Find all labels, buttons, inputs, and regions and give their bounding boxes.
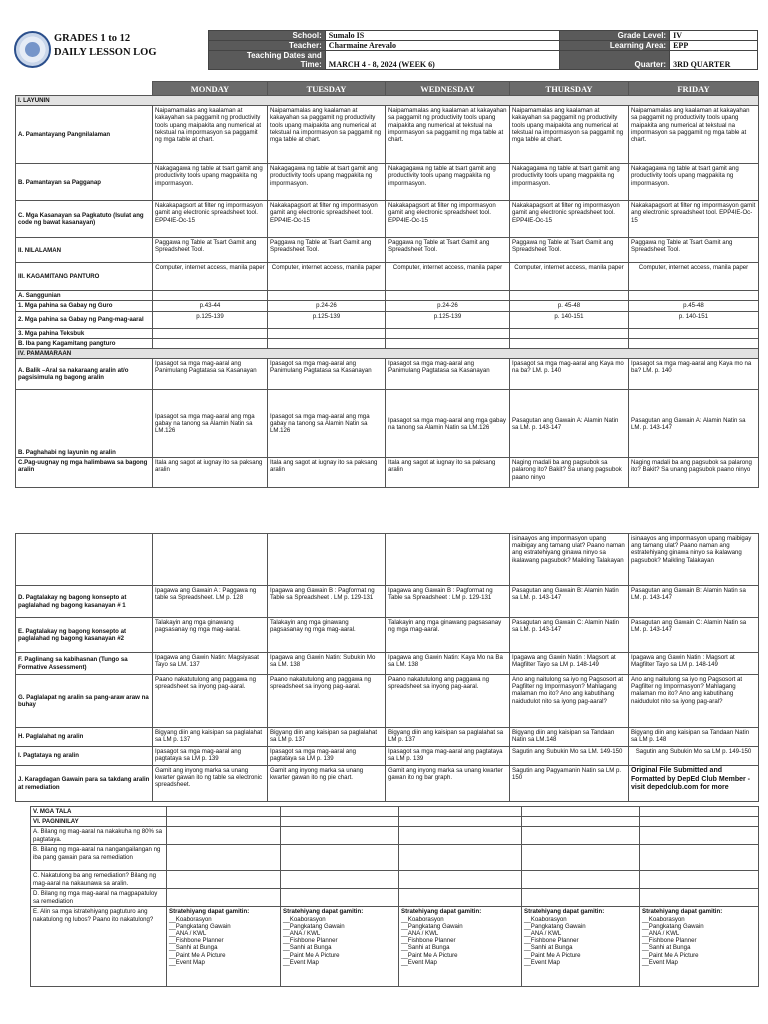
table-cell: [386, 291, 510, 301]
table-row: [31, 889, 759, 907]
row-label: III. KAGAMITANG PANTURO: [16, 263, 153, 291]
table-cell: [522, 817, 640, 827]
reflection-grid: [30, 806, 759, 987]
table-cell: [268, 534, 386, 586]
table-cell: [167, 889, 281, 907]
strategy-cell: [399, 907, 522, 987]
table-row: [16, 338, 759, 348]
strategy-item: __Event Map: [524, 958, 560, 966]
row-label: F. Paglinang sa kabihasnan (Tungo sa Formative Assessment): [16, 653, 153, 675]
table-row: [31, 817, 759, 827]
table-cell: [510, 328, 629, 338]
strategy-cell: [281, 907, 399, 987]
table-cell: [640, 871, 759, 889]
strategy-title: Stratehiyang dapat gamitin:: [524, 908, 605, 916]
strategy-item: __Fishbone Planner: [524, 937, 579, 945]
section-layunin: [16, 96, 759, 106]
document-title: [54, 32, 157, 60]
table-cell: [268, 291, 386, 301]
table-cell: [386, 338, 510, 348]
teacher-value: Charmaine Arevalo: [325, 41, 559, 51]
table-row: [16, 675, 759, 728]
strategy-title: Stratehiyang dapat gamitin:: [401, 908, 482, 916]
table-cell: p. 45-48: [510, 301, 629, 311]
table-cell: Naging madali ba ang pagsubok sa palarong ito? Bakit? Sa unang pagsubok paano ninyo: [629, 458, 759, 488]
strategy-item: __Fishbone Planner: [283, 937, 338, 945]
strategy-item: __Koaborasyon: [169, 915, 212, 923]
table-row: [31, 807, 759, 817]
header-info-table: [208, 30, 758, 70]
strategy-item: __Paint Me A Picture: [401, 951, 458, 959]
quarter-value: 3RD QUARTER: [670, 51, 758, 70]
row-label: 3. Mga pahina Teksbuk: [16, 328, 153, 338]
day-friday: FRIDAY: [629, 82, 759, 96]
table-cell: p.24-26: [268, 301, 386, 311]
table-row: [31, 845, 759, 871]
table-cell: [640, 807, 759, 817]
table-cell: p.125-139: [268, 311, 386, 328]
table-row: [16, 201, 759, 238]
table-cell: p. 140-151: [629, 311, 759, 328]
table-cell: Computer, internet access, manila paper: [629, 263, 759, 291]
table-row: [16, 359, 759, 390]
table-cell: Paano nakatutulong ang paggawa ng spreadsheet sa inyong pag-aaral.: [268, 675, 386, 728]
table-cell: Sagutin ang Subukin Mo sa LM. 149-150: [510, 747, 629, 766]
table-cell: Gamit ang inyong marka sa unang kwarter gawan ito ng table sa electronic spreadsheet.: [153, 766, 268, 802]
deped-seal-icon: [14, 31, 51, 68]
table-cell: Gamit ang inyong marka sa unang kwarter gawan ito ng bar graph.: [386, 766, 510, 802]
strategy-item: __ANA / KWL: [169, 930, 207, 938]
day-header-row: [16, 82, 759, 96]
table-cell: [167, 871, 281, 889]
table-cell: Ipasagot sa mga mag-aaral ang Kaya mo na ba? LM. p. 140: [629, 359, 759, 390]
table-cell: [629, 328, 759, 338]
strategy-item: __Paint Me A Picture: [642, 951, 699, 959]
table-cell: Pasagutan ang Gawain B: Alamin Natin sa LM. p. 143-147: [629, 586, 759, 618]
table-cell: Itala ang sagot at iugnay ito sa paksang aralin: [153, 458, 268, 488]
table-cell: Naipamamalas ang kaalaman at kakayahan sa paggamit ng productivity tools upang maipakita ang numerical at tekstual na impormasyon sa paggamit ng mga table at chart.: [629, 106, 759, 164]
dates-label-line-1: Teaching Dates and: [246, 51, 322, 60]
table-row: [16, 238, 759, 263]
table-cell: [268, 338, 386, 348]
table-cell: Bigyang diin ang kaisipan sa paglalahat sa LM p. 137: [268, 728, 386, 747]
dll-header: [14, 30, 758, 70]
table-cell: [522, 845, 640, 871]
table-cell: Sagutin ang Subukin Mo sa LM p. 149-150: [629, 747, 759, 766]
table-cell: [522, 889, 640, 907]
table-cell: Naipamamalas ang kaalaman at kakayahan sa paggamit ng productivity tools upang maipakita ang numerical at tekstual na impormasyon sa paggamit ng mga table at chart.: [153, 106, 268, 164]
table-cell: Nakagagawa ng table at tsart gamit ang productivity tools upang magpakita ng impormasyon.: [268, 164, 386, 201]
quarter-label: Quarter:: [560, 51, 670, 70]
table-row: [16, 586, 759, 618]
table-cell: Bigyang diin ang kaisipan sa Tandaan Natin sa LM p. 148: [629, 728, 759, 747]
table-cell: [281, 827, 399, 845]
table-cell: Ipasagot sa mga mag-aaral ang mga gabay na tanong sa Alamin Natin sa LM.126: [386, 390, 510, 458]
strategy-item: __Paint Me A Picture: [283, 951, 340, 959]
table-cell: Ipagawa ang Gawain A : Paggawa ng table sa Spreadsheet. LM p. 128: [153, 586, 268, 618]
table-row: [16, 311, 759, 328]
table-cell: Naging madali ba ang pagsubok sa palarong ito? Bakit? Sa unang pagsubok paano ninyo: [510, 458, 629, 488]
strategy-item: __Koaborasyon: [401, 915, 444, 923]
table-cell: [386, 328, 510, 338]
table-cell: [640, 889, 759, 907]
table-cell: Pasagutan ang Gawain C: Alamin Natin sa LM. p. 143-147: [510, 618, 629, 653]
table-cell: Ipagawa ang Gawin Natin : Magsort at Magfilter Tayo sa LM p. 148-149: [629, 653, 759, 675]
row-label: B. Pamantayan sa Pagganap: [16, 164, 153, 201]
table-cell: [153, 534, 268, 586]
table-cell: Gamit ang inyong marka sa unang kwarter gawan ito ng pie chart.: [268, 766, 386, 802]
table-cell: Paggawa ng Table at Tsart Gamit ang Spreadsheet Tool.: [268, 238, 386, 263]
table-cell: Naipamamalas ang kaalaman at kakayahan sa paggamit ng productivity tools upang maipakita ang numerical at tekstual na impormasyon sa paggamit ng mga table at chart.: [268, 106, 386, 164]
table-row: [16, 328, 759, 338]
table-cell: Ipasagot sa mga mag-aaral ang Panimulang Pagtatasa sa Kasanayan: [153, 359, 268, 390]
day-thursday: THURSDAY: [510, 82, 629, 96]
strategy-item: __Pangkatang Gawain: [283, 922, 345, 930]
table-cell: [167, 827, 281, 845]
table-cell: isinaayos ang impormasyon upang maibigay ang tamang ulat? Paano naman ang estratehiyang ginawa ninyo sa ikalawang pagsubok? Maikling Talakayan: [510, 534, 629, 586]
table-cell: Paggawa ng Table at Tsart Gamit ang Spreadsheet Tool.: [510, 238, 629, 263]
strategy-item: __Pangkatang Gawain: [524, 922, 586, 930]
table-cell: Nakagagawa ng table at tsart gamit ang productivity tools upang magpakita ng impormasyon.: [629, 164, 759, 201]
row-label: B. Iba pang Kagamitang pangturo: [16, 338, 153, 348]
table-cell: Pasagutan ang Gawain A: Alamin Natin sa LM. p. 143-147: [629, 390, 759, 458]
table-cell: Ipagawa ang Gawain B : Pagformat ng Table sa Spreadsheet . LM p. 129-131: [268, 586, 386, 618]
table-cell: Paggawa ng Table at Tsart Gamit ang Spreadsheet Tool.: [386, 238, 510, 263]
table-cell: [281, 807, 399, 817]
table-cell: Talakayin ang mga ginawang pagsasanay ng mga mag-aaral.: [268, 618, 386, 653]
table-cell: [167, 817, 281, 827]
table-cell: Pasagutan ang Gawain B: Alamin Natin sa LM. p. 143-147: [510, 586, 629, 618]
table-cell: Ano ang naitulong sa iyo ng Pagsosort at Pagfilter ng Impormasyon? Mahlagang malaman mo ito? Ano ang kabutihang naidudulot nito sa iyong pag-aral?: [629, 675, 759, 728]
table-cell: [167, 807, 281, 817]
strategy-item: __Koaborasyon: [524, 915, 567, 923]
row-label: B. Paghahabi ng layunin ng aralin: [16, 390, 153, 458]
strategy-item: __Paint Me A Picture: [169, 951, 226, 959]
blank-corner: [16, 82, 153, 96]
table-row: [16, 458, 759, 488]
table-row: [16, 390, 759, 458]
section-pamamaraan: [16, 349, 759, 359]
table-cell: p.125-139: [153, 311, 268, 328]
table-cell: Ipasagot sa mga mag-aaral ang mga gabay na tanong sa Alamin Natin sa LM.126: [268, 390, 386, 458]
row-label: [16, 534, 153, 586]
table-cell: [640, 845, 759, 871]
table-cell: Paggawa ng Table at Tsart Gamit ang Spreadsheet Tool.: [629, 238, 759, 263]
table-cell: Nakakapagsort at filter ng impormasyon gamit ang electronic spreadsheet tool. EPP4IE-Oc-15: [153, 201, 268, 238]
table-cell: Bigyang diin ang kaisipan sa paglalahat sa LM p. 137: [153, 728, 268, 747]
strategy-item: __Sanhi at Bunga: [169, 944, 218, 952]
strategy-item: __Pangkatang Gawain: [401, 922, 463, 930]
row-label: H. Paglalahat ng aralin: [16, 728, 153, 747]
table-cell: Computer, internet access, manila paper: [510, 263, 629, 291]
table-cell: Ipasagot sa mga mag-aaral ang Panimulang Pagtatasa sa Kasanayan: [268, 359, 386, 390]
grade-label: Grade Level:: [560, 31, 670, 41]
row-label: II. NILALAMAN: [16, 238, 153, 263]
table-cell: [522, 871, 640, 889]
table-cell: [399, 871, 522, 889]
table-cell: Computer, internet access, manila paper: [268, 263, 386, 291]
table-cell: Nakagagawa ng table at tsart gamit ang productivity tools upang magpakita ng impormasyon.: [510, 164, 629, 201]
section-heading: IV. PAMAMARAAN: [16, 349, 759, 359]
table-cell: Naipamamalas ang kaalaman at kakayahan sa paggamit ng productivity tools upang maipakita ang numerical at tekstual na impormasyon sa paggamit ng mga table at chart.: [386, 106, 510, 164]
table-cell: Bigyang diin ang kaisipan sa paglalahat sa LM p. 137: [386, 728, 510, 747]
table-cell: Ipasagot sa mga mag-aaral ang mga gabay na tanong sa Alamin Natin sa LM.126: [153, 390, 268, 458]
row-label: I. Pagtataya ng aralin: [16, 747, 153, 766]
table-cell: Paano nakatutulong ang paggawa ng spreadsheet sa inyong pag-aaral.: [153, 675, 268, 728]
table-row: [16, 291, 759, 301]
teacher-label: Teacher:: [209, 41, 326, 51]
table-cell: Ipagawa ang Gawin Natin : Magsort at Magfilter Tayo sa LM p. 148-149: [510, 653, 629, 675]
table-cell: [399, 827, 522, 845]
lesson-grid-page-2: [15, 533, 759, 802]
row-label: E. Alin sa mga istratehiyang pagtuturo ang nakatulong ng lubos? Paano ito nakatulong?: [31, 907, 167, 987]
row-label: E. Pagtalakay ng bagong konsepto at paglalahad ng bagong kasanayan #2: [16, 618, 153, 653]
strategy-item: __Event Map: [169, 958, 205, 966]
row-label: A. Balik –Aral sa nakaraang aralin at/o pagsisimula ng bagong aralin: [16, 359, 153, 390]
row-label: C.Pag-uugnay ng mga halimbawa sa bagong aralin: [16, 458, 153, 488]
table-cell: Ipasagot sa mga mag-aaral ang pagtataya sa LM p. 139: [153, 747, 268, 766]
table-cell: [510, 291, 629, 301]
table-cell: [399, 807, 522, 817]
table-row: [16, 534, 759, 586]
table-cell: isinaayos ang impormasyon upang maibigay ang tamang ulat? Paano naman ang estratehiyang ginawa ninyo sa ikalawang pagsubok? Maikling Talakayan: [629, 534, 759, 586]
day-monday: MONDAY: [153, 82, 268, 96]
day-wednesday: WEDNESDAY: [386, 82, 510, 96]
row-label: V. MGA TALA: [31, 807, 167, 817]
strategy-item: __Fishbone Planner: [642, 937, 697, 945]
lesson-grid-page-1: [15, 81, 759, 488]
strategy-item: __ANA / KWL: [283, 930, 321, 938]
row-label: A. Pamantayang Pangnilalaman: [16, 106, 153, 164]
row-label: A. Sanggunian: [16, 291, 153, 301]
row-label: B. Bilang ng mga-aaral na nangangailangan ng iba pang gawain para sa remediation: [31, 845, 167, 871]
strategy-item: __Sanhi at Bunga: [524, 944, 573, 952]
strategy-item: __Koaborasyon: [283, 915, 326, 923]
table-cell: [629, 291, 759, 301]
table-cell: Talakayin ang mga ginawang pagsasanay ng mga mag-aaral.: [153, 618, 268, 653]
table-cell: [153, 338, 268, 348]
table-cell: p.24-26: [386, 301, 510, 311]
table-cell: [153, 328, 268, 338]
table-cell: [629, 338, 759, 348]
table-cell: Itala ang sagot at iugnay ito sa paksang aralin: [386, 458, 510, 488]
table-row: [16, 164, 759, 201]
title-line-2: DAILY LESSON LOG: [54, 47, 157, 58]
dates-label: [209, 51, 326, 70]
table-cell: [522, 807, 640, 817]
table-cell: Nakakapagsort at filter ng impormasyon gamit ang electronic spreadsheet tool. EPP4IE-Oc-15: [510, 201, 629, 238]
table-cell: Nakagagawa ng table at tsart gamit ang productivity tools upang magpakita ng impormasyon.: [386, 164, 510, 201]
table-cell: [640, 827, 759, 845]
table-row: [16, 301, 759, 311]
table-cell: Ipasagot sa mga mag-aaral ang Kaya mo na ba? LM. p. 140: [510, 359, 629, 390]
strategy-item: __ANA / KWL: [524, 930, 562, 938]
row-label: D. Pagtalakay ng bagong konsepto at paglalahad ng bagong kasanayan # 1: [16, 586, 153, 618]
row-label: G. Paglalapat ng aralin sa pang-araw araw na buhay: [16, 675, 153, 728]
row-label: 2. Mga pahina sa Gabay ng Pang-mag-aaral: [16, 311, 153, 328]
school-value: Sumalo IS: [325, 31, 559, 41]
strategy-item: __Pangkatang Gawain: [169, 922, 231, 930]
table-cell: Pasagutan ang Gawain C: Alamin Natin sa LM. p. 143-147: [629, 618, 759, 653]
strategy-item: __Event Map: [401, 958, 437, 966]
table-cell: Paggawa ng Table at Tsart Gamit ang Spreadsheet Tool.: [153, 238, 268, 263]
table-cell: Talakayin ang mga ginawang pagsasanay ng mga mag-aaral.: [386, 618, 510, 653]
strategy-cell: [167, 907, 281, 987]
table-cell: Itala ang sagot at iugnay ito sa paksang aralin: [268, 458, 386, 488]
table-cell: [399, 889, 522, 907]
row-label: A. Bilang ng mag-aaral na nakakuha ng 80% sa pagtataya.: [31, 827, 167, 845]
table-row: [16, 728, 759, 747]
table-cell: Naipamamalas ang kaalaman at kakayahan sa paggamit ng productivity tools upang maipakita ang numerical at tekstual na impormasyon sa paggamit ng mga table at chart.: [510, 106, 629, 164]
row-label: C. Mga Kasanayan sa Pagkatuto (Isulat ang code ng bawat kasanayan): [16, 201, 153, 238]
table-cell: [281, 817, 399, 827]
strategy-item: __ANA / KWL: [401, 930, 439, 938]
table-row: [16, 747, 759, 766]
row-label: D. Bilang ng mga mag-aaral na magpapatuloy sa remediation: [31, 889, 167, 907]
strategy-cell: [522, 907, 640, 987]
table-cell: Ipagawa ang Gawin Natin: Kaya Mo na Ba sa LM. 138: [386, 653, 510, 675]
table-cell: Computer, internet access, manila paper: [153, 263, 268, 291]
table-row: [16, 653, 759, 675]
depedclub-footer-note: Original File Submitted and Formatted by DepEd Club Member - visit depedclub.com for more: [629, 766, 759, 802]
title-line-1: GRADES 1 to 12: [54, 33, 131, 44]
table-cell: Pasagutan ang Gawain A: Alamin Natin sa LM. p. 143-147: [510, 390, 629, 458]
strategy-item: __Event Map: [642, 958, 678, 966]
area-label: Learning Area:: [560, 41, 670, 51]
row-label: 1. Mga pahina sa Gabay ng Guro: [16, 301, 153, 311]
strategy-title: Stratehiyang dapat gamitin:: [169, 908, 250, 916]
strategy-title: Stratehiyang dapat gamitin:: [642, 908, 723, 916]
area-value: EPP: [670, 41, 758, 51]
strategy-item: __ANA / KWL: [642, 930, 680, 938]
dates-label-line-2: Time:: [300, 60, 322, 69]
table-row: [16, 106, 759, 164]
table-cell: [153, 291, 268, 301]
table-cell: Nakakapagsort at filter ng impormasyon gamit ang electronic spreadsheet tool. EPP4IE-Oc-15: [386, 201, 510, 238]
table-cell: Ipagawa ang Gawin Natin: Magsiyasat Tayo sa LM. 137: [153, 653, 268, 675]
table-cell: Paano nakatutulong ang paggawa ng spreadsheet sa inyong pag-aaral.: [386, 675, 510, 728]
table-cell: Computer, internet access, manila paper: [386, 263, 510, 291]
table-cell: Ano ang naitulong sa iyo ng Pagsosort at Pagfilter ng Impormasyon? Mahlagang malaman mo ito? Ano ang kabutihang naidudulot nito sa iyong pag-aaral?: [510, 675, 629, 728]
table-row: [31, 827, 759, 845]
strategy-cell: [640, 907, 759, 987]
strategy-item: __Sanhi at Bunga: [642, 944, 691, 952]
table-cell: Ipasagot sa mga mag-aaral ang pagtataya sa LM p. 139: [268, 747, 386, 766]
table-cell: Ipagawa ang Gawain B : Pagformat ng Table sa Spreadsheet : LM p. 129-131: [386, 586, 510, 618]
table-cell: [399, 817, 522, 827]
row-label: J. Karagdagan Gawain para sa takdang aralin at remediation: [16, 766, 153, 802]
row-label: VI. PAGNINILAY: [31, 817, 167, 827]
table-row: [16, 618, 759, 653]
table-cell: [167, 845, 281, 871]
table-cell: [522, 827, 640, 845]
strategy-item: __Fishbone Planner: [401, 937, 456, 945]
table-cell: p. 140-151: [510, 311, 629, 328]
dates-value: MARCH 4 - 8, 2024 (WEEK 6): [325, 51, 559, 70]
strategy-title: Stratehiyang dapat gamitin:: [283, 908, 364, 916]
table-cell: Nakakapagsort at filter ng impormasyon gamit ang electronic spreadsheet tool. EPP4IE-Oc-15: [629, 201, 759, 238]
table-cell: p.125-139: [386, 311, 510, 328]
table-row: [31, 907, 759, 987]
table-cell: [281, 845, 399, 871]
grade-value: IV: [670, 31, 758, 41]
table-cell: [268, 328, 386, 338]
table-row: [16, 766, 759, 802]
strategy-item: __Pangkatang Gawain: [642, 922, 704, 930]
strategy-item: __Event Map: [283, 958, 319, 966]
day-tuesday: TUESDAY: [268, 82, 386, 96]
section-heading: I. LAYUNIN: [16, 96, 759, 106]
table-cell: [510, 338, 629, 348]
table-row: [31, 871, 759, 889]
strategy-item: __Koaborasyon: [642, 915, 685, 923]
table-cell: Ipasagot sa mga mag-aaral ang Panimulang Pagtatasa sa Kasanayan: [386, 359, 510, 390]
strategy-item: __Sanhi at Bunga: [283, 944, 332, 952]
table-cell: Sagutin ang Pagyamanin Natin sa LM p. 150: [510, 766, 629, 802]
row-label: C. Nakatulong ba ang remediation? Bilang ng mag-aaral na nakaunawa sa aralin.: [31, 871, 167, 889]
table-cell: Nakakapagsort at filter ng impormasyon gamit ang electronic spreadsheet tool. EPP4IE-Oc-15: [268, 201, 386, 238]
table-cell: Bigyang diin ang kaisipan sa Tandaan Natin sa LM.148: [510, 728, 629, 747]
table-row: [16, 263, 759, 291]
table-cell: [399, 845, 522, 871]
table-cell: Nakagagawa ng table at tsart gamit ang productivity tools upang magpakita ng impormasyon.: [153, 164, 268, 201]
table-cell: [386, 534, 510, 586]
table-cell: [281, 889, 399, 907]
strategy-item: __Fishbone Planner: [169, 937, 224, 945]
table-cell: p.43-44: [153, 301, 268, 311]
strategy-item: __Sanhi at Bunga: [401, 944, 450, 952]
strategy-item: __Paint Me A Picture: [524, 951, 581, 959]
table-cell: Ipasagot sa mga mag-aaral ang pagtataya sa LM p. 139: [386, 747, 510, 766]
table-cell: [281, 871, 399, 889]
table-cell: p.45-48: [629, 301, 759, 311]
school-label: School:: [209, 31, 326, 41]
table-cell: Ipagawa ang Gawin Natin: Subukin Mo sa LM. 138: [268, 653, 386, 675]
table-cell: [640, 817, 759, 827]
